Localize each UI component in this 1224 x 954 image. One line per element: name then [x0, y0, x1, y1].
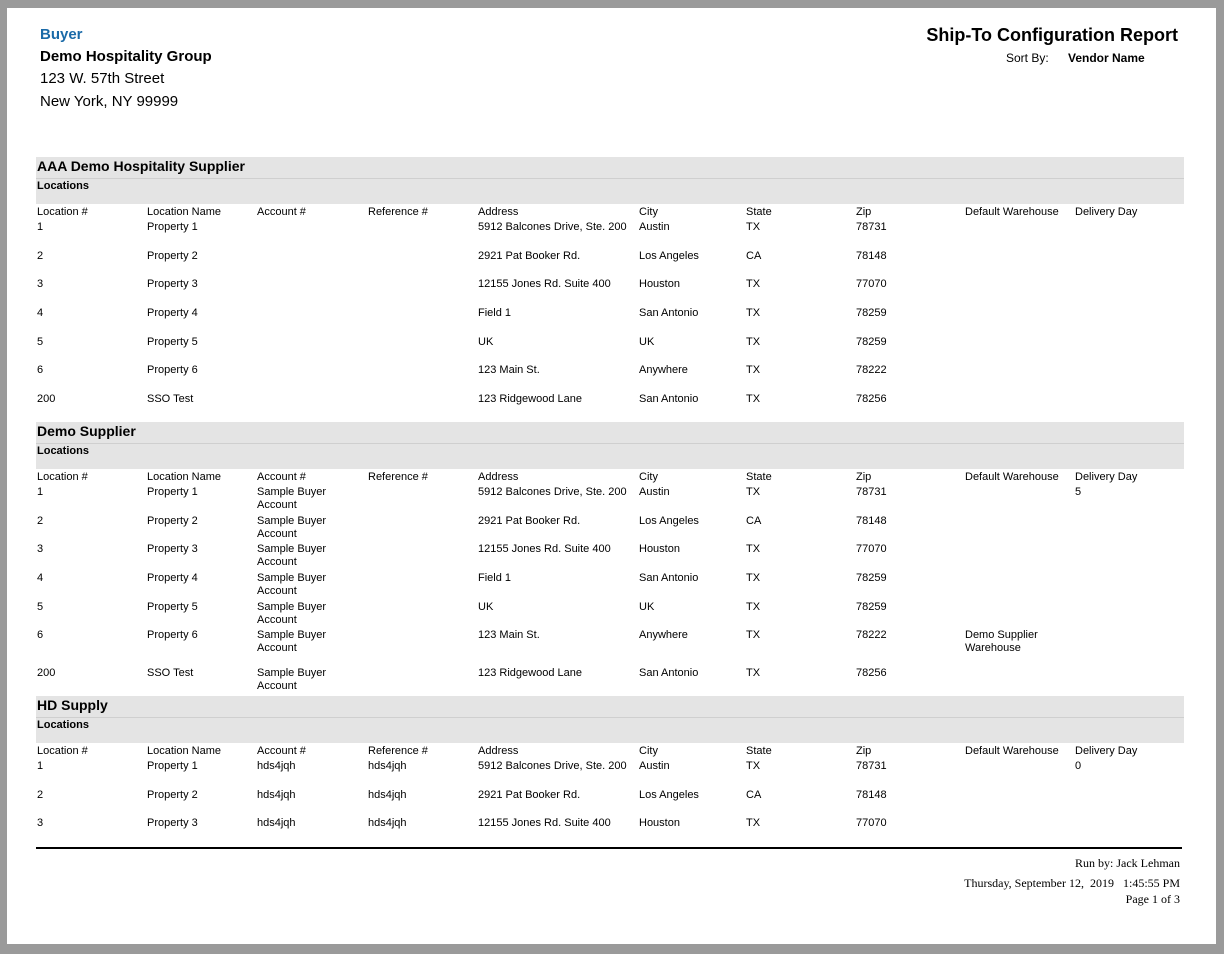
column-header: State [746, 744, 772, 757]
column-header: Address [478, 470, 519, 483]
column-header: City [639, 470, 658, 483]
table-cell: 0 [1075, 759, 1082, 772]
run-datetime: Thursday, September 12, 2019 1:45:55 PM [964, 876, 1180, 890]
table-cell: UK [639, 335, 655, 348]
column-header: Reference # [368, 470, 428, 483]
table-cell: 78731 [856, 221, 887, 233]
table-row [36, 667, 1184, 696]
table-cell: San Antonio [639, 667, 699, 680]
table-cell: 5 [37, 335, 44, 348]
table-row [36, 543, 1184, 572]
table-cell: SSO Test [147, 393, 194, 406]
table-row [36, 221, 1184, 250]
table-cell: UK [478, 600, 494, 613]
column-header: Zip [856, 470, 872, 483]
column-header: Delivery Day [1075, 206, 1138, 218]
table-cell: 123 Main St. [478, 629, 540, 642]
locations-label: Locations [36, 444, 1184, 469]
buyer-address-line1: 123 W. 57th Street [40, 70, 165, 87]
table-cell: TX [746, 364, 761, 377]
table-cell: 6 [37, 629, 44, 642]
table-cell: 200 [37, 667, 56, 680]
column-header-row [36, 743, 1184, 760]
table-cell: Sample Buyer Account [257, 485, 327, 511]
table-cell: 5 [37, 600, 44, 613]
table-cell: Sample Buyer Account [257, 600, 327, 626]
table-cell: 78148 [856, 514, 887, 527]
table-cell: San Antonio [639, 393, 699, 406]
column-header: Account # [257, 470, 306, 483]
table-cell: 4 [37, 307, 44, 320]
footer-divider [36, 847, 1182, 849]
column-header: Default Warehouse [965, 206, 1059, 218]
table-cell: Property 6 [147, 629, 198, 642]
vendor-name: AAA Demo Hospitality Supplier [36, 157, 1184, 179]
table-row [36, 336, 1184, 365]
column-header: Default Warehouse [965, 470, 1059, 483]
table-cell: 2 [37, 788, 44, 801]
table-row [36, 364, 1184, 393]
table-row [36, 307, 1184, 336]
table-cell: Demo Supplier Warehouse [965, 629, 1038, 655]
table-cell: Houston [639, 278, 680, 291]
vendor-section [36, 696, 1184, 846]
table-cell: TX [746, 307, 761, 320]
table-cell: Houston [639, 817, 680, 830]
table-cell: Property 4 [147, 571, 198, 584]
table-cell: Sample Buyer Account [257, 667, 327, 693]
table-cell: hds4jqh [257, 817, 296, 830]
buyer-address-line2: New York, NY 99999 [40, 93, 179, 110]
table-row [36, 817, 1184, 846]
table-cell: Austin [639, 221, 670, 233]
table-row [36, 760, 1184, 789]
column-header-row [36, 204, 1184, 221]
table-cell: Los Angeles [639, 249, 699, 262]
table-cell: 6 [37, 364, 44, 377]
table-cell: 3 [37, 278, 44, 291]
buyer-name: Demo Hospitality Group [40, 48, 212, 65]
table-cell: Austin [639, 759, 670, 772]
table-cell: 2921 Pat Booker Rd. [478, 514, 581, 527]
table-cell: 123 Ridgewood Lane [478, 393, 582, 406]
table-cell: CA [746, 514, 762, 527]
sort-value: Vendor Name [1068, 51, 1145, 65]
table-cell: TX [746, 278, 761, 291]
table-row [36, 789, 1184, 818]
table-cell: TX [746, 485, 761, 498]
table-cell: Sample Buyer Account [257, 629, 327, 655]
table-cell: 123 Ridgewood Lane [478, 667, 582, 680]
table-cell: 1 [37, 221, 44, 233]
column-header-row [36, 469, 1184, 486]
table-cell: Property 2 [147, 788, 198, 801]
table-cell: UK [639, 600, 655, 613]
page-number: Page 1 of 3 [1125, 892, 1180, 906]
table-cell: 5912 Balcones Drive, Ste. 200 [478, 221, 627, 233]
table-cell: San Antonio [639, 307, 699, 320]
table-row [36, 515, 1184, 544]
table-cell: SSO Test [147, 667, 194, 680]
buyer-label: Buyer [40, 26, 83, 43]
vendor-section [36, 157, 1184, 422]
table-cell: 5 [1075, 485, 1082, 498]
column-header: City [639, 206, 658, 218]
report-title: Ship-To Configuration Report [926, 25, 1178, 45]
column-header: Address [478, 744, 519, 757]
table-cell: Property 3 [147, 278, 198, 291]
column-header: Address [478, 206, 519, 218]
column-header: Account # [257, 206, 306, 218]
table-cell: Property 2 [147, 514, 198, 527]
vendor-section [36, 422, 1184, 696]
table-cell: Property 5 [147, 335, 198, 348]
table-cell: 2 [37, 249, 44, 262]
table-cell: TX [746, 335, 761, 348]
column-header: Location Name [147, 744, 221, 757]
column-header: City [639, 744, 658, 757]
table-cell: Property 1 [147, 759, 198, 772]
table-cell: 78259 [856, 600, 887, 613]
table-cell: 78222 [856, 364, 887, 377]
table-cell: 12155 Jones Rd. Suite 400 [478, 543, 611, 556]
table-cell: 1 [37, 759, 44, 772]
table-cell: 5912 Balcones Drive, Ste. 200 [478, 759, 627, 772]
table-cell: 200 [37, 393, 56, 406]
table-cell: 3 [37, 543, 44, 556]
table-cell: 3 [37, 817, 44, 830]
table-cell: Property 1 [147, 221, 198, 233]
table-cell: TX [746, 629, 761, 642]
column-header: Account # [257, 744, 306, 757]
table-cell: 78148 [856, 249, 887, 262]
table-cell: 78256 [856, 667, 887, 680]
column-header: Reference # [368, 206, 428, 218]
table-cell: Property 3 [147, 543, 198, 556]
table-cell: TX [746, 759, 761, 772]
table-row [36, 250, 1184, 279]
table-cell: 78259 [856, 335, 887, 348]
table-cell: 2 [37, 514, 44, 527]
table-cell: hds4jqh [257, 788, 296, 801]
table-cell: Anywhere [639, 629, 688, 642]
table-cell: 78222 [856, 629, 887, 642]
table-cell: 77070 [856, 278, 887, 291]
table-cell: Houston [639, 543, 680, 556]
table-row [36, 278, 1184, 307]
table-cell: TX [746, 817, 761, 830]
table-cell: Property 6 [147, 364, 198, 377]
table-cell: 78731 [856, 759, 887, 772]
table-cell: TX [746, 600, 761, 613]
table-cell: 2921 Pat Booker Rd. [478, 788, 581, 801]
table-cell: Anywhere [639, 364, 688, 377]
table-cell: 78148 [856, 788, 887, 801]
table-cell: hds4jqh [368, 759, 407, 772]
table-cell: hds4jqh [257, 759, 296, 772]
table-cell: TX [746, 571, 761, 584]
column-header: Reference # [368, 744, 428, 757]
column-header: Location # [37, 744, 88, 757]
table-cell: Property 3 [147, 817, 198, 830]
table-cell: 12155 Jones Rd. Suite 400 [478, 817, 611, 830]
table-cell: Austin [639, 485, 670, 498]
table-cell: TX [746, 393, 761, 406]
locations-label: Locations [36, 179, 1184, 204]
vendor-sections [36, 157, 1184, 846]
locations-label: Locations [36, 718, 1184, 743]
column-header: Location # [37, 206, 88, 218]
table-cell: Property 1 [147, 485, 198, 498]
report-page [7, 8, 1216, 944]
table-cell: Field 1 [478, 307, 512, 320]
table-cell: 12155 Jones Rd. Suite 400 [478, 278, 611, 291]
column-header: Default Warehouse [965, 744, 1059, 757]
table-cell: TX [746, 221, 761, 233]
column-header: Location Name [147, 206, 221, 218]
table-row [36, 601, 1184, 630]
table-cell: 78259 [856, 571, 887, 584]
table-cell: 78731 [856, 485, 887, 498]
column-header: Zip [856, 744, 872, 757]
table-cell: 5912 Balcones Drive, Ste. 200 [478, 485, 627, 498]
table-row [36, 572, 1184, 601]
table-cell: hds4jqh [368, 817, 407, 830]
table-cell: Sample Buyer Account [257, 543, 327, 569]
table-cell: 2921 Pat Booker Rd. [478, 249, 581, 262]
table-cell: 78259 [856, 307, 887, 320]
run-by: Run by: Jack Lehman [1075, 856, 1180, 870]
table-row [36, 486, 1184, 515]
table-cell: hds4jqh [368, 788, 407, 801]
table-cell: CA [746, 788, 762, 801]
table-cell: San Antonio [639, 571, 699, 584]
table-cell: UK [478, 335, 494, 348]
table-cell: Los Angeles [639, 514, 699, 527]
column-header: Zip [856, 206, 872, 218]
table-cell: 123 Main St. [478, 364, 540, 377]
sort-label: Sort By: [1006, 51, 1049, 65]
column-header: Delivery Day [1075, 470, 1138, 483]
vendor-name: Demo Supplier [36, 422, 1184, 444]
table-cell: 1 [37, 485, 44, 498]
table-cell: 78256 [856, 393, 887, 406]
table-cell: Property 4 [147, 307, 198, 320]
table-cell: 77070 [856, 817, 887, 830]
column-header: State [746, 206, 772, 218]
table-cell: CA [746, 249, 762, 262]
table-cell: TX [746, 543, 761, 556]
table-cell: 4 [37, 571, 44, 584]
table-cell: Property 2 [147, 249, 198, 262]
table-cell: Field 1 [478, 571, 512, 584]
table-cell: Property 5 [147, 600, 198, 613]
table-cell: Los Angeles [639, 788, 699, 801]
table-row [36, 629, 1184, 667]
table-cell: Sample Buyer Account [257, 514, 327, 540]
vendor-name: HD Supply [36, 696, 1184, 718]
column-header: State [746, 470, 772, 483]
column-header: Location Name [147, 470, 221, 483]
column-header: Delivery Day [1075, 744, 1138, 757]
column-header: Location # [37, 470, 88, 483]
table-row [36, 393, 1184, 422]
table-cell: Sample Buyer Account [257, 571, 327, 597]
table-cell: TX [746, 667, 761, 680]
table-cell: 77070 [856, 543, 887, 556]
